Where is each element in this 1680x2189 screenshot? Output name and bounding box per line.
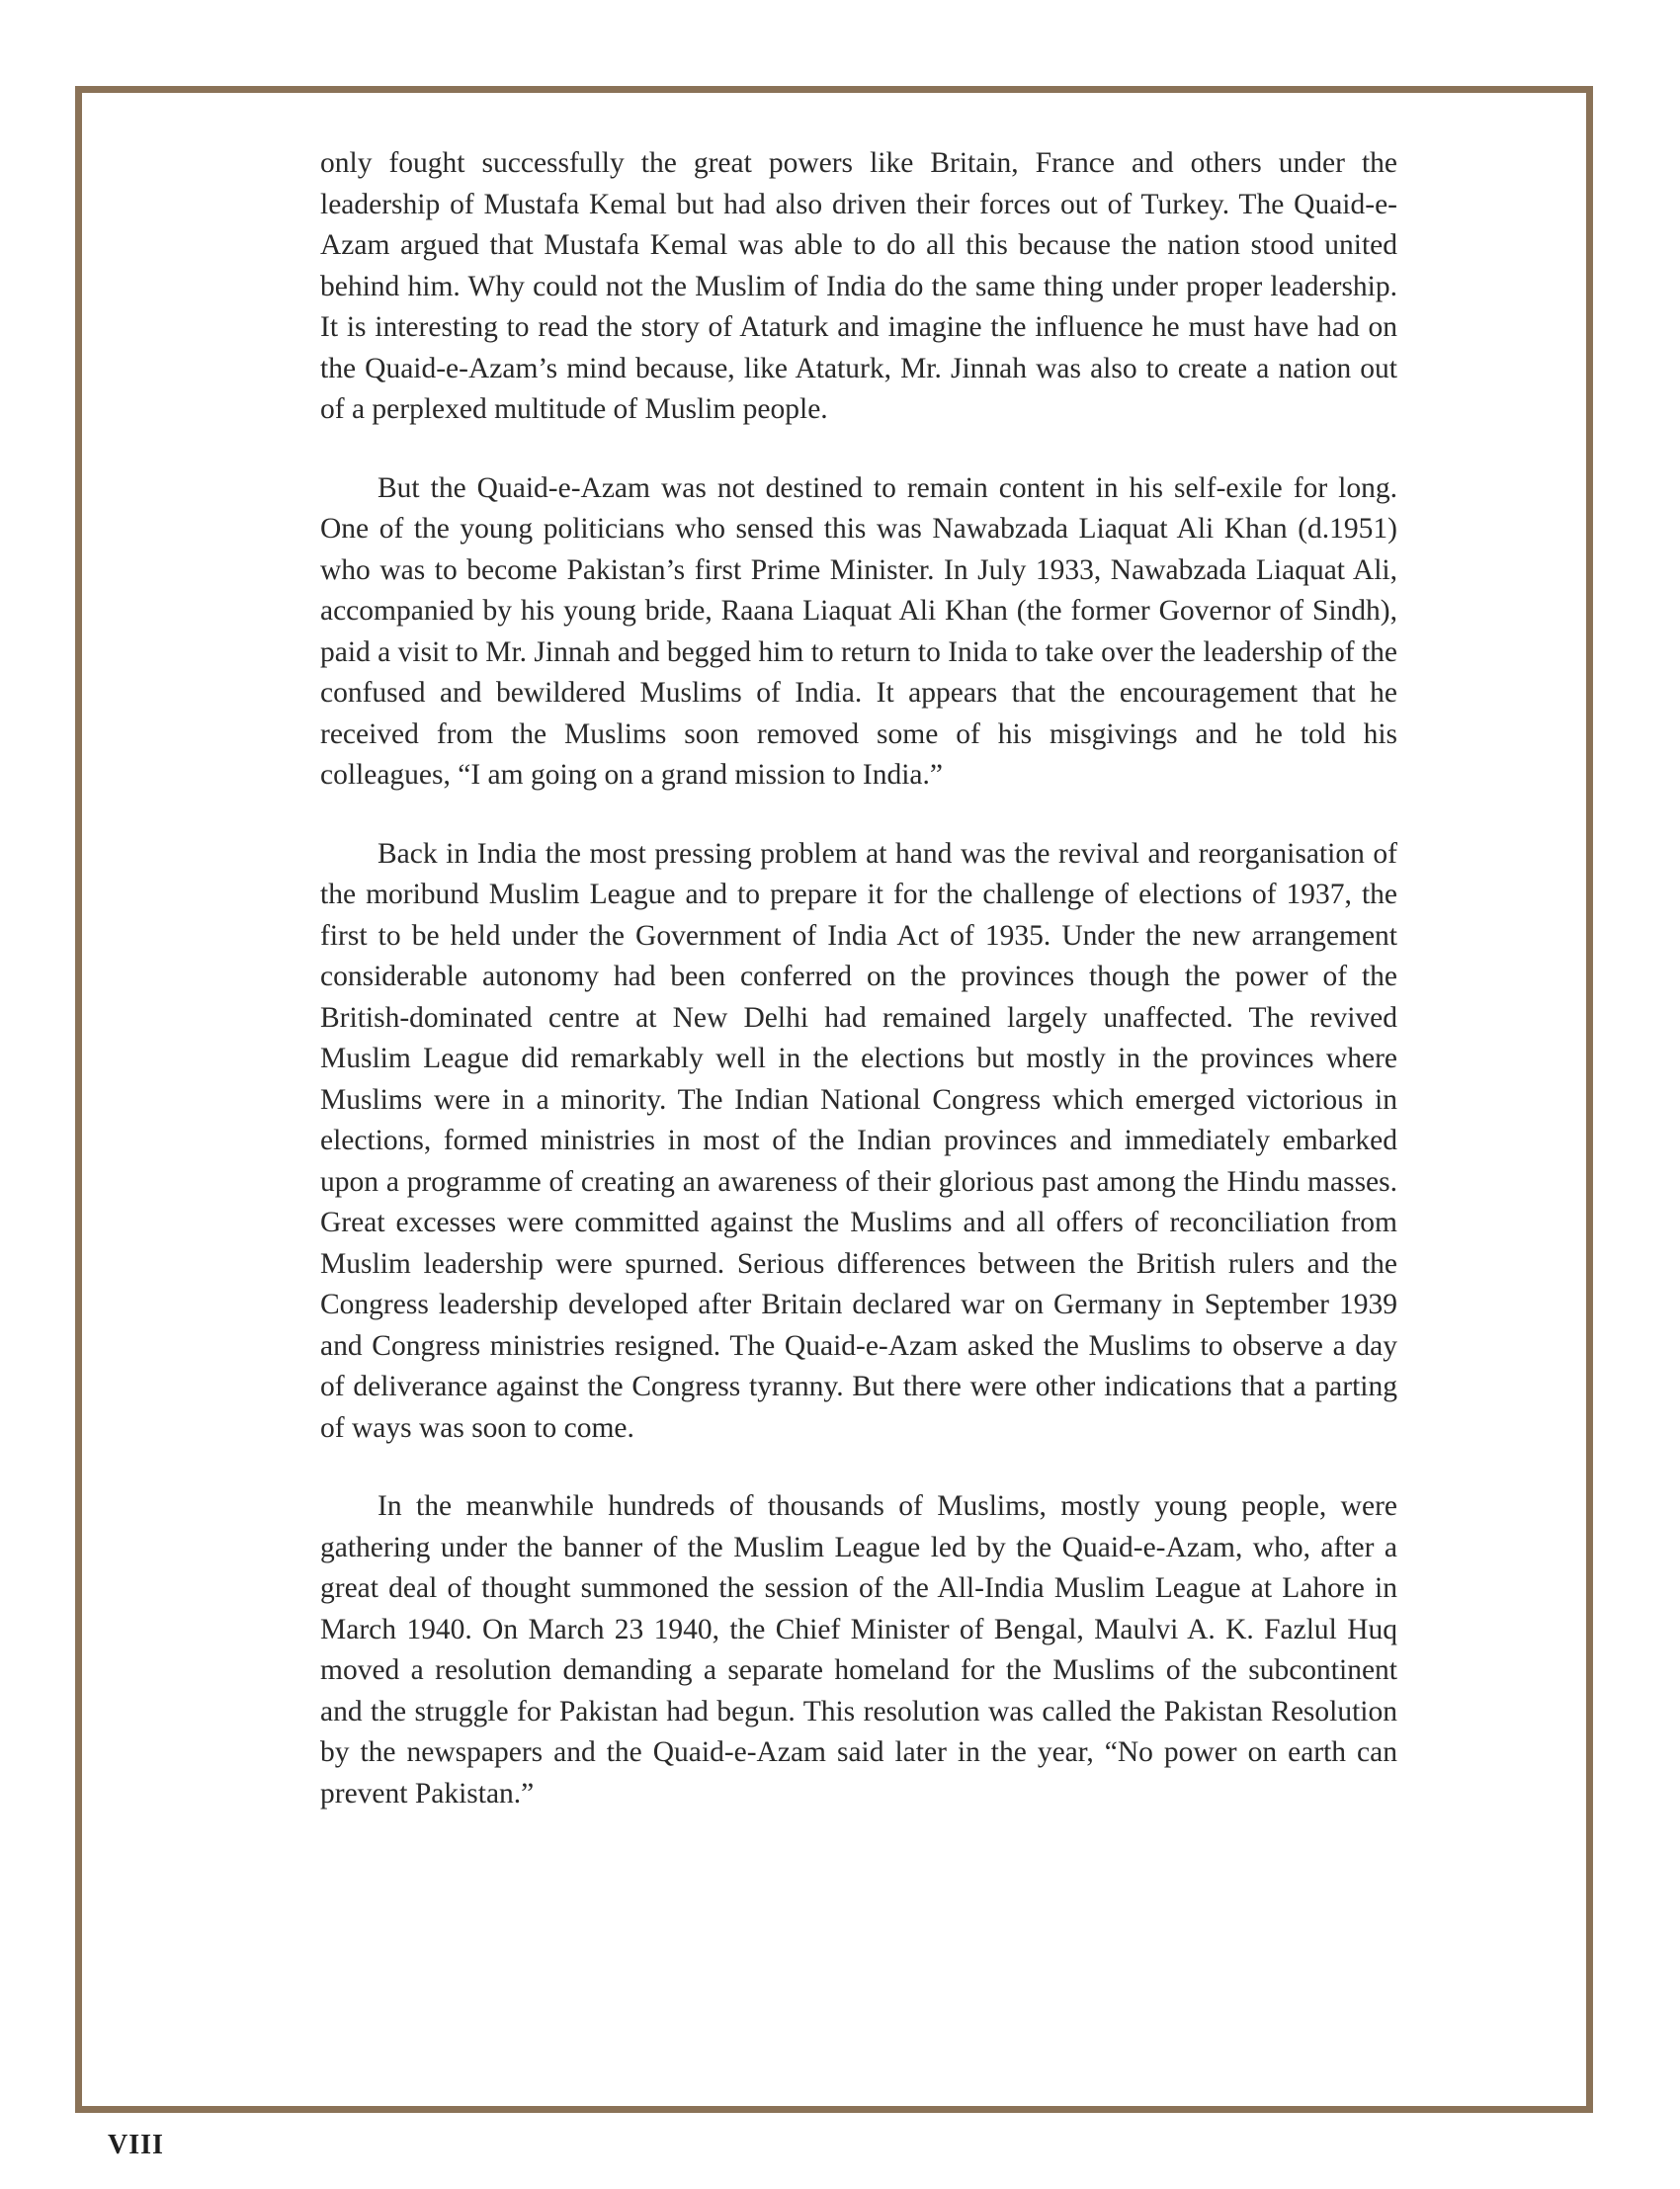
paragraph-2: But the Quaid-e-Azam was not destined to remain content in his self-exile for long. One of the young politicians who sensed this was Nawabzada Liaquat Ali Khan (d.1951) who was to become Pakistan’s first Prime Minister. In July 1933, Nawabzada Liaquat Ali, accompanied by his young bride, Raana Liaquat Ali Khan (the former Governor of Sindh), paid a visit to Mr. Jinnah and begged him to return to Inida to take over the leadership of the confused and bewildered Muslims of India. It appears that the encouragement that he received from the Muslims soon removed some of his misgivings and he told his colleagues, “I am going on a grand mission to India.”	[320, 471, 1397, 791]
page-number: VIII	[108, 2130, 164, 2160]
paragraph-3: Back in India the most pressing problem at hand was the revival and reorganisation of the moribund Muslim League and to prepare it for the challenge of elections of 1937, the first to be held under the Government of India Act of 1935. Under the new arrangement considerable autonomy had been conferred on the provinces though the power of the British-dominated centre at New Delhi had remained largely unaffected. The revived Muslim League did remarkably well in the elections but mostly in the provinces where Muslims were in a minority. The Indian National Congress which emerged victorious in elections, formed ministries in most of the Indian provinces and immediately embarked upon a programme of creating an awareness of their glorious past among the Hindu masses. Great excesses were committed against the Muslims and all offers of reconciliation from Muslim leadership were spurned. Serious differences between the British rulers and the Congress leadership developed after Britain declared war on Germany in September 1939 and Congress ministries resigned. The Quaid-e-Azam asked the Muslims to observe a day of deliverance against the Congress tyranny. But there were other indications that a parting of ways was soon to come.	[320, 837, 1397, 1444]
paragraph-1: only fought successfully the great powers like Britain, France and others under the leadership of Mustafa Kemal but had also driven their forces out of Turkey. The Quaid-e-Azam argued that Mustafa Kemal was able to do all this because the nation stood united behind him. Why could not the Muslim of India do the same thing under proper leadership. It is interesting to read the story of Ataturk and imagine the influence he must have had on the Quaid-e-Azam’s mind because, like Ataturk, Mr. Jinnah was also to create a nation out of a perplexed multitude of Muslim people.	[320, 147, 1397, 425]
body-text-column	[320, 143, 1397, 1852]
paragraph-4: In the meanwhile hundreds of thousands of Muslims, mostly young people, were gathering under the banner of the Muslim League led by the Quaid-e-Azam, who, after a great deal of thought summoned the session of the All-India Muslim League at Lahore in March 1940. On March 23 1940, the Chief Minister of Bengal, Maulvi A. K. Fazlul Huq moved a resolution demanding a separate homeland for the Muslims of the subcontinent and the struggle for Pakistan had begun. This resolution was called the Pakistan Resolution by the newspapers and the Quaid-e-Azam said later in the year, “No power on earth can prevent Pakistan.”	[320, 1490, 1397, 1810]
